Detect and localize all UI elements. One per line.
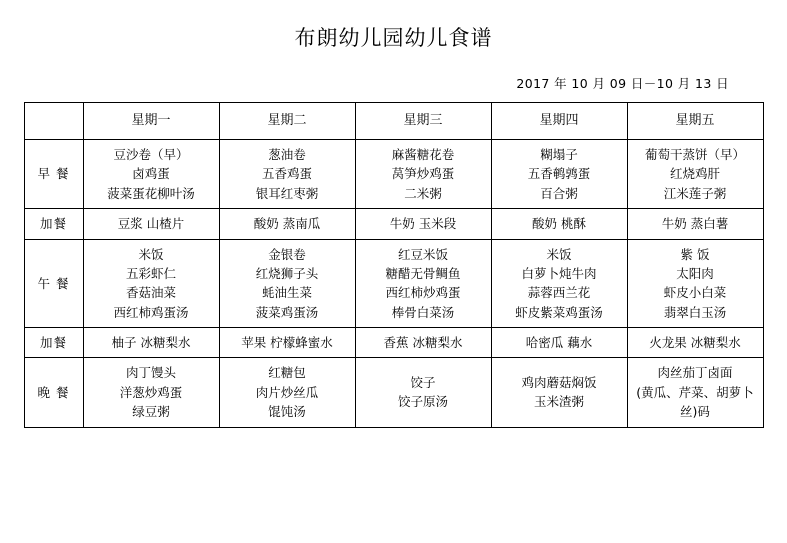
- cell-dinner-thursday: [491, 358, 627, 427]
- menu-item: 豆沙卷（早）: [113, 147, 189, 162]
- row-label-line1: 早: [37, 166, 51, 182]
- cell-lunch-monday: [83, 239, 219, 328]
- menu-item: 百合粥: [540, 185, 578, 201]
- menu-item: 紫 饭: [680, 246, 710, 262]
- cell-breakfast-friday: [627, 140, 763, 209]
- menu-item: 糊塌子: [540, 147, 578, 162]
- menu-item: 绿豆粥: [132, 404, 170, 420]
- menu-item: 丝)码: [680, 404, 710, 420]
- cell-morning-snack-tuesday: 酸奶 蒸南瓜: [219, 209, 355, 239]
- date-range: 2017 年 10 月 09 日－10 月 13 日: [516, 76, 729, 91]
- column-header-wednesday: 星期三: [355, 103, 491, 140]
- menu-item: 红豆米饭: [397, 246, 448, 262]
- menu-item: 卤鸡蛋: [132, 166, 170, 182]
- menu-item: 翡翠白玉汤: [663, 304, 727, 320]
- column-header-thursday: 星期四: [491, 103, 627, 140]
- menu-item: 香菇油菜: [125, 285, 176, 301]
- cell-breakfast-monday: [83, 140, 219, 209]
- cell-lunch-wednesday: [355, 239, 491, 328]
- cell-breakfast-wednesday: [355, 140, 491, 209]
- cell-afternoon-snack-monday: 柚子 冰糖梨水: [83, 328, 219, 358]
- menu-item: 糖醋无骨鲷鱼: [385, 265, 461, 281]
- menu-item: 金银卷: [268, 246, 306, 262]
- table-header-row: [24, 103, 763, 140]
- cell-dinner-monday: [83, 358, 219, 427]
- row-label-line1: 晚: [37, 384, 51, 400]
- cell-breakfast-thursday: [491, 140, 627, 209]
- menu-item: 玉米渣粥: [533, 394, 584, 410]
- menu-item: 葡萄干蒸饼（早）: [644, 147, 745, 162]
- table-body: [24, 140, 763, 428]
- menu-item: 西红柿炒鸡蛋: [385, 285, 461, 301]
- cell-breakfast-tuesday: [219, 140, 355, 209]
- cell-dinner-wednesday: [355, 358, 491, 427]
- column-header-friday: 星期五: [627, 103, 763, 140]
- menu-item: 太阳肉: [676, 265, 714, 281]
- column-header-tuesday: 星期二: [219, 103, 355, 140]
- cell-lunch-tuesday: [219, 239, 355, 328]
- table-head: [24, 103, 763, 140]
- table-row: [24, 239, 763, 328]
- row-label-line2: 餐: [55, 166, 70, 182]
- cell-morning-snack-wednesday: 牛奶 玉米段: [355, 209, 491, 239]
- row-label-line2: 餐: [55, 384, 70, 400]
- table-row: [24, 140, 763, 209]
- menu-item: 麻酱糖花卷: [391, 147, 455, 162]
- corner-cell: [24, 103, 83, 140]
- menu-item: 馄饨汤: [268, 404, 306, 420]
- menu-item: 肉丁馒头: [125, 365, 176, 381]
- menu-item: 菠菜鸡蛋汤: [255, 304, 319, 320]
- row-label-dinner: [24, 358, 83, 427]
- menu-item: 葱油卷: [268, 147, 306, 162]
- menu-item: 鸡肉蘑菇焖饭: [521, 375, 597, 391]
- menu-item: 虾皮小白菜: [663, 285, 727, 301]
- menu-item: 五彩虾仁: [125, 265, 176, 281]
- menu-item: 银耳红枣粥: [255, 185, 319, 201]
- menu-item: 五香鸡蛋: [261, 166, 312, 182]
- cell-morning-snack-monday: 豆浆 山楂片: [83, 209, 219, 239]
- menu-item: 白萝卜炖牛肉: [521, 265, 597, 281]
- menu-item: 五香鹌鹑蛋: [527, 166, 591, 182]
- menu-item: 莴笋炒鸡蛋: [391, 166, 455, 182]
- menu-table: [24, 102, 764, 428]
- cell-morning-snack-friday: 牛奶 蒸白薯: [627, 209, 763, 239]
- cell-morning-snack-thursday: 酸奶 桃酥: [491, 209, 627, 239]
- row-label-morning-snack: 加餐: [24, 209, 83, 239]
- menu-item: 红糖包: [268, 365, 306, 381]
- menu-item: 肉丝茄丁卤面: [657, 365, 733, 381]
- table-row: [24, 209, 763, 239]
- page: [0, 22, 787, 543]
- menu-item: 红烧鸡肝: [669, 166, 720, 182]
- cell-lunch-friday: [627, 239, 763, 328]
- cell-afternoon-snack-friday: 火龙果 冰糖梨水: [627, 328, 763, 358]
- row-label-line1: 午: [37, 275, 51, 291]
- column-header-monday: 星期一: [83, 103, 219, 140]
- menu-item: 棒骨白菜汤: [391, 304, 455, 320]
- menu-item: 蚝油生菜: [261, 285, 312, 301]
- menu-item: 米饭: [546, 246, 572, 262]
- menu-item: 饺子: [410, 375, 436, 391]
- cell-afternoon-snack-thursday: 哈密瓜 藕水: [491, 328, 627, 358]
- menu-item: 江米莲子粥: [663, 185, 727, 201]
- menu-item: 饺子原汤: [397, 394, 448, 410]
- menu-item: 菠菜蛋花柳叶汤: [107, 185, 195, 201]
- menu-item: (黄瓜、芹菜、胡萝卜: [636, 384, 754, 400]
- cell-afternoon-snack-wednesday: 香蕉 冰糖梨水: [355, 328, 491, 358]
- table-row: [24, 328, 763, 358]
- row-label-lunch: [24, 239, 83, 328]
- menu-item: 西红柿鸡蛋汤: [113, 304, 189, 320]
- menu-item: 米饭: [138, 246, 164, 262]
- menu-item: 虾皮紫菜鸡蛋汤: [515, 304, 603, 320]
- menu-item: 洋葱炒鸡蛋: [119, 384, 183, 400]
- cell-dinner-friday: [627, 358, 763, 427]
- row-label-line2: 餐: [55, 275, 70, 291]
- cell-afternoon-snack-tuesday: 苹果 柠檬蜂蜜水: [219, 328, 355, 358]
- row-label-breakfast: [24, 140, 83, 209]
- menu-item: 蒜蓉西兰花: [527, 285, 591, 301]
- cell-dinner-tuesday: [219, 358, 355, 427]
- table-row: [24, 358, 763, 427]
- cell-lunch-thursday: [491, 239, 627, 328]
- menu-item: 肉片炒丝瓜: [255, 384, 319, 400]
- menu-item: 二米粥: [404, 185, 442, 201]
- menu-item: 红烧狮子头: [255, 265, 319, 281]
- page-title: 布朗幼儿园幼儿食谱: [294, 26, 493, 50]
- row-label-afternoon-snack: 加餐: [24, 328, 83, 358]
